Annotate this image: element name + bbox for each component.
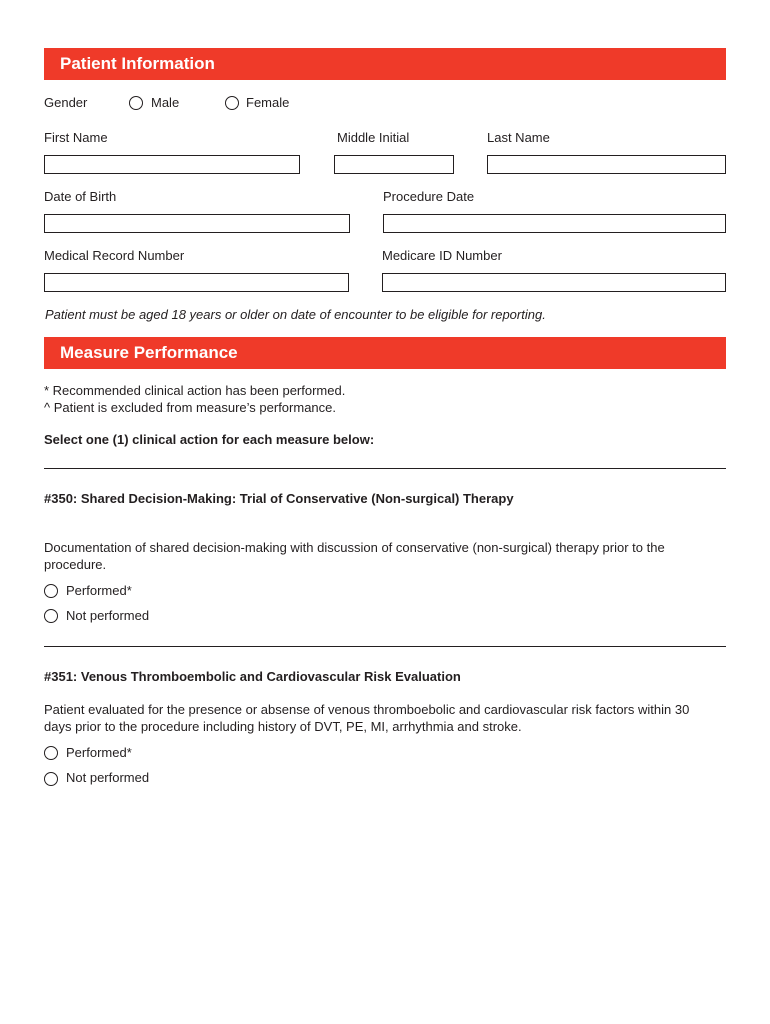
date-of-birth-field[interactable] <box>44 214 350 233</box>
gender-label: Gender <box>44 95 88 110</box>
date-of-birth-label: Date of Birth <box>44 189 117 204</box>
measure-350-performed-radio[interactable] <box>44 584 58 598</box>
measure-351-performed-radio[interactable] <box>44 746 58 760</box>
measure-350-description: Documentation of shared decision-making with discussion of conservative (non-surgical) therapy prior to the procedure. <box>44 540 665 572</box>
middle-initial-label: Middle Initial <box>337 130 410 145</box>
medicare-id-label: Medicare ID Number <box>382 248 502 263</box>
instruction-text: Select one (1) clinical action for each measure below: <box>44 432 375 447</box>
first-name-field[interactable] <box>44 155 300 174</box>
procedure-date-field[interactable] <box>383 214 726 233</box>
divider <box>44 646 726 647</box>
measure-350-heading: #350: Shared Decision-Making: Trial of Conservative (Non-surgical) Therapy <box>44 491 514 506</box>
gender-female-label: Female <box>246 95 290 110</box>
measure-351-description: Patient evaluated for the presence or absense of venous thromboebolic and cardiovascular risk factors within 30 days prior to the procedure including history of DVT, PE, MI, arrhythmia and stroke. <box>44 702 690 734</box>
last-name-field[interactable] <box>487 155 726 174</box>
gender-male-label: Male <box>151 95 180 110</box>
legend-performed: * Recommended clinical action has been performed. <box>44 383 346 398</box>
measure-351-not-performed-label: Not performed <box>66 770 150 785</box>
eligibility-note: Patient must be aged 18 years or older on date of encounter to be eligible for reporting. <box>45 307 546 322</box>
measure-350-not-performed-radio[interactable] <box>44 609 58 623</box>
medicare-id-field[interactable] <box>382 273 726 292</box>
medical-record-number-label: Medical Record Number <box>44 248 185 263</box>
divider <box>44 468 726 469</box>
measure-351-not-performed-radio[interactable] <box>44 772 58 786</box>
medical-record-number-field[interactable] <box>44 273 349 292</box>
patient-information-header: Patient Information <box>44 48 726 80</box>
measure-351-performed-label: Performed* <box>66 745 132 760</box>
middle-initial-field[interactable] <box>334 155 454 174</box>
last-name-label: Last Name <box>487 130 550 145</box>
first-name-label: First Name <box>44 130 108 145</box>
measure-350-performed-label: Performed* <box>66 583 132 598</box>
gender-male-radio[interactable] <box>129 96 143 110</box>
measure-350-not-performed-label: Not performed <box>66 608 150 623</box>
legend-excluded: ^ Patient is excluded from measure’s performance. <box>44 400 336 415</box>
procedure-date-label: Procedure Date <box>383 189 475 204</box>
measure-351-heading: #351: Venous Thromboembolic and Cardiovascular Risk Evaluation <box>44 669 461 684</box>
measure-performance-header: Measure Performance <box>44 337 726 369</box>
gender-female-radio[interactable] <box>225 96 239 110</box>
